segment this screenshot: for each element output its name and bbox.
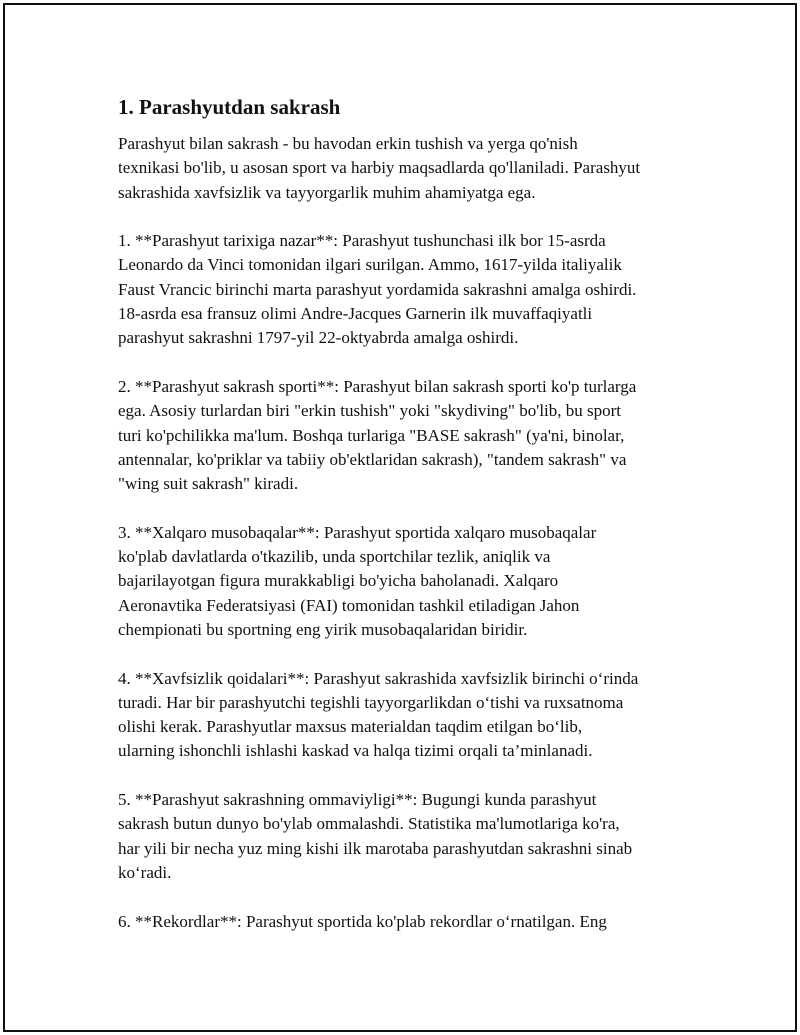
text-line: 18-asrda esa fransuz olimi Andre-Jacques Garnerin ilk muvaffaqiyatli (118, 304, 593, 324)
text-line: ko‘radi. (118, 862, 172, 882)
paragraph-intro (118, 132, 698, 205)
text-line: parashyut sakrashni 1797-yil 22-oktyabrda amalga oshirdi. (118, 328, 519, 348)
text-line: 5. **Parashyut sakrashning ommaviyligi**: Bugungi kunda parashyut (118, 790, 597, 810)
text-line: ularning ishonchli ishlashi kaskad va halqa tizimi orqali ta’minlanadi. (118, 741, 593, 761)
text-line: "wing suit sakrash" kiradi. (118, 474, 299, 494)
text-line: antennalar, ko'priklar va tabiiy ob'ektlaridan sakrash), "tandem sakrash" va (118, 449, 627, 469)
text-line: Parashyut bilan sakrash - bu havodan erkin tushish va yerga qo'nish (118, 134, 578, 153)
paragraph-history (118, 229, 698, 350)
text-line: ko'plab davlatlarda o'tkazilib, unda sportchilar tezlik, aniqlik va (118, 547, 551, 567)
text-line: 6. **Rekordlar**: Parashyut sportida ko'plab rekordlar o‘rnatilgan. Eng (118, 911, 607, 931)
text-line: 1. **Parashyut tarixiga nazar**: Parashyut tushunchasi ilk bor 15-asrda (118, 231, 606, 251)
text-line: Aeronavtika Federatsiyasi (FAI) tomonidan tashkil etiladigan Jahon (118, 595, 580, 615)
text-line: 4. **Xavfsizlik qoidalari**: Parashyut sakrashida xavfsizlik birinchi o‘rinda (118, 668, 639, 688)
text-line: Faust Vrancic birinchi marta parashyut yordamida sakrashni amalga oshirdi. (118, 279, 637, 299)
text-line: chempionati bu sportning eng yirik musobaqalaridan biridir. (118, 619, 528, 639)
text-line: bajarilayotgan figura murakkabligi bo'yicha baholanadi. Xalqaro (118, 571, 559, 591)
paragraph-popularity (118, 788, 698, 885)
text-line: olishi kerak. Parashyutlar maxsus materialdan taqdim etilgan bo‘lib, (118, 717, 583, 737)
paragraph-records (118, 910, 698, 934)
document-body (118, 93, 698, 958)
text-line: 2. **Parashyut sakrash sporti**: Parashyut bilan sakrash sporti ko'p turlarga (118, 376, 637, 396)
text-line: Leonardo da Vinci tomonidan ilgari surilgan. Ammo, 1617-yilda italiyalik (118, 255, 622, 275)
text-line: har yili bir necha yuz ming kishi ilk marotaba parashyutdan sakrashni sinab (118, 838, 633, 858)
paragraph-sport (118, 375, 698, 496)
paragraph-competitions (118, 521, 698, 642)
text-line: turadi. Har bir parashyutchi tegishli tayyorgarlikdan o‘tishi va ruxsatnoma (118, 692, 624, 712)
text-line: 3. **Xalqaro musobaqalar**: Parashyut sportida xalqaro musobaqalar (118, 522, 597, 542)
text-line: texnikasi bo'lib, u asosan sport va harbiy maqsadlarda qo'llaniladi. Parashyut (118, 158, 641, 178)
section-heading: 1. Parashyutdan sakrash (118, 95, 341, 119)
text-line: sakrashida xavfsizlik va tayyorgarlik muhim ahamiyatga ega. (118, 182, 536, 202)
paragraph-safety (118, 667, 698, 764)
text-line: sakrash butun dunyo bo'ylab ommalashdi. Statistika ma'lumotlariga ko'ra, (118, 814, 620, 834)
text-line: turi ko'pchilikka ma'lum. Boshqa turlariga "BASE sakrash" (ya'ni, binolar, (118, 425, 625, 445)
text-line: ega. Asosiy turlardan biri "erkin tushish" yoki "skydiving" bo'lib, bu sport (118, 401, 622, 421)
